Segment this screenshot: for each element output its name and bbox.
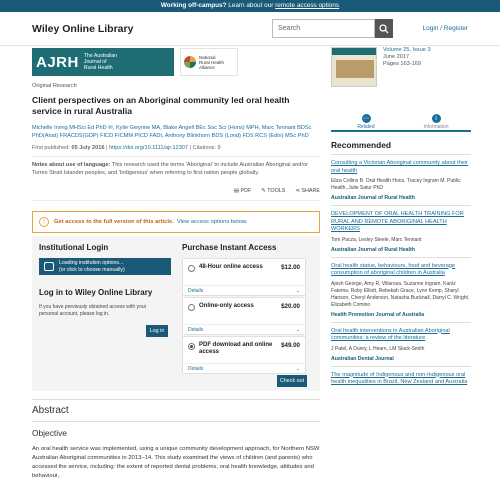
institution-loading-line2: (or click to choose manually) (59, 267, 125, 273)
notice-text: Learn about our (228, 2, 274, 9)
recommended-journal: Australian Journal of Rural Health (331, 246, 415, 253)
purchase-option-online[interactable] (182, 297, 306, 335)
option-label: PDF download and online access (199, 342, 273, 355)
issue-date: June 2017 (383, 54, 410, 60)
login-button[interactable]: Log in (146, 325, 168, 337)
radio-button-selected[interactable] (188, 343, 195, 350)
recommended-journal: Australian Journal of Rural Health (331, 195, 415, 201)
access-notice (32, 211, 320, 233)
recommended-journal: Australian Dental Journal (331, 355, 394, 362)
article-type: Original Research (32, 83, 77, 89)
share-button[interactable] (295, 188, 320, 194)
article-main (32, 47, 320, 481)
list-item (331, 206, 471, 258)
site-header (0, 12, 500, 46)
nrha-emblem-icon (184, 56, 196, 68)
nrha-line2: Rural Health (199, 59, 225, 65)
search-bar (272, 19, 393, 38)
nrha-line3: Alliance (199, 64, 215, 70)
nrha-name (199, 55, 224, 70)
wiley-login-text: If you have previously obtained access with your personal account, please log in. (39, 304, 147, 317)
recommended-title-link[interactable]: DEVELOPMENT OF ORAL HEALTH TRAINING FOR RURAL AND REMOTE ABORIGINAL HEALTH WORKERS (331, 211, 464, 232)
option-price: $12.00 (281, 264, 300, 271)
citation-count[interactable]: Citations: 9 (192, 145, 221, 151)
pdf-label: PDF (240, 188, 252, 194)
tab-related-label: Related (357, 124, 375, 130)
volume-link[interactable]: Volume 25, Issue 3 (383, 47, 431, 53)
purchase-option-pdf[interactable] (182, 336, 306, 374)
site-brand[interactable]: Wiley Online Library (32, 22, 134, 35)
purchase-heading: Purchase Instant Access (182, 243, 277, 252)
access-options-link[interactable]: View access options below. (176, 219, 248, 225)
issue-info (331, 47, 471, 87)
journal-logos (32, 47, 320, 77)
wrench-icon: ✎ (261, 188, 268, 194)
checkout-button[interactable]: Check out (277, 375, 307, 387)
access-panel (32, 236, 320, 391)
nrha-logo[interactable] (180, 48, 238, 76)
recommended-title-link[interactable]: Oral health status, behaviours, food and beverage consumption of aboriginal children in Australia (331, 262, 456, 276)
article-title: Client perspectives on an Aboriginal community led oral health service in rural Australia (32, 95, 290, 116)
access-bold: Get access to the full version of this article. (54, 219, 174, 225)
nrha-line1: National (199, 54, 216, 60)
list-item (331, 155, 471, 206)
author-list[interactable]: Michelle Irving MHSci Ed PhD ✉, Kylie Gwynne MA, Blake Angell BEc Soc Sci (Hons) MPH, Marc Tennant BDSc PhD(Anat) FRACDS(GDP) FICD FICMM PICD FADI, Anthony Blinkhorn BDS (Lond) FDS RCS (Edin) MSc PhD (32, 125, 312, 139)
recommended-title-link[interactable]: Consulting a Victorian Aboriginal community about their oral health (331, 160, 469, 174)
recommended-heading: Recommended (331, 140, 471, 155)
ajrh-line3: Rural Health (83, 65, 113, 71)
list-item (331, 258, 471, 323)
ajrh-logo[interactable] (32, 48, 174, 76)
chevron-down-icon: ⌄ (295, 288, 300, 294)
recommended-title-link[interactable]: Oral health interventions in Australian Aboriginal communities: a review of the literature (331, 327, 450, 341)
details-label: Details (188, 366, 204, 372)
article-tools (32, 188, 320, 201)
related-icon: ⋯ (363, 116, 369, 122)
abstract-text: An oral health service was implemented, using a unique community development approach, for Northern NSW Australian Aboriginal communities in 2013–14. This study examined the views of children (and parents) who accessed the service, including: the extent of reported dental problems, oral health knowledge, attitudes and behaviour, (32, 446, 320, 479)
pdf-button[interactable] (234, 188, 251, 194)
recommended-journal: Health Promotion Journal of Australia (331, 311, 425, 318)
details-label: Details (188, 327, 204, 333)
recommended-authors: Ajesh George, Amy R. Villarosa, Suzanne Ingram, Kanlz Fatema, Roby Elliott, Rebekah Grace, Lynn Kemp, Sharyl Hanson, Cheryl Anderson, Natasha Bucknall, Darryl C. Wright, Elizabeth Comino (331, 280, 470, 308)
info-icon: ! (39, 217, 49, 227)
ajrh-abbr: AJRH (36, 53, 79, 71)
tools-button[interactable] (261, 188, 285, 194)
details-label: Details (188, 288, 204, 294)
notes-label: Notes about use of language: (32, 162, 111, 168)
pdf-icon: ▤ (233, 188, 241, 194)
search-button[interactable] (375, 19, 393, 38)
search-icon (379, 24, 389, 34)
chevron-down-icon: ⌄ (295, 327, 300, 333)
institution-selector[interactable] (39, 258, 171, 275)
sidebar-tabs (331, 112, 471, 132)
abstract-heading: Abstract (32, 405, 320, 422)
wiley-login-heading: Log in to Wiley Online Library (39, 288, 153, 297)
doi-link[interactable]: https://doi.org/10.1111/ajr.12307 (109, 145, 189, 151)
language-notes (32, 161, 320, 177)
radio-button[interactable] (188, 304, 195, 311)
share-label: SHARE (301, 188, 320, 194)
objective-heading: Objective (32, 428, 67, 438)
option-label: 48-Hour online access (199, 264, 263, 270)
purchase-option-48hour[interactable] (182, 258, 306, 296)
ajrh-line2: Journal of (83, 59, 107, 65)
notes-text: This research used the terms 'Aboriginal' to include Australian Aboriginal and/or Torres Strait Islander peoples, and 'Indigenous' when referring to first nation people globally. (32, 162, 308, 176)
ajrh-name (84, 53, 117, 71)
volume-info (383, 47, 431, 87)
option-price: $20.00 (281, 303, 300, 310)
ajrh-line1: The Australian (83, 53, 118, 59)
search-input[interactable]: Search (272, 19, 375, 38)
issue-pages: Pages 163-169 (383, 61, 421, 67)
option-price: $49.00 (281, 342, 300, 349)
tab-related[interactable] (331, 112, 401, 130)
option-details-toggle[interactable] (183, 285, 305, 295)
top-notice-bar (0, 0, 500, 12)
list-item (331, 323, 471, 367)
sidebar (331, 47, 471, 391)
info-icon: i (432, 114, 441, 123)
list-item (331, 367, 471, 391)
recommended-authors: Tom Pacza, Lesley Steele, Marc Tennant (331, 236, 422, 243)
recommended-title-link[interactable]: The magnitude of Indigenous and non-Indigenous oral health inequalities in Brazil, New Zealand and Australia (331, 371, 468, 385)
institution-loading-line1: Loading institution options... (59, 260, 124, 266)
tab-information-label: Information (423, 124, 449, 130)
chevron-down-icon: ⌄ (295, 366, 300, 372)
tab-information[interactable] (401, 112, 471, 130)
institution-icon (44, 262, 54, 271)
option-details-toggle[interactable] (183, 363, 305, 373)
pub-label: First published: (32, 145, 70, 151)
radio-button[interactable] (188, 265, 195, 272)
notice-bold: Working off-campus? (160, 2, 227, 9)
option-label: Online-only access (199, 303, 254, 309)
abstract-section (32, 399, 320, 481)
remote-access-link[interactable]: remote access options (275, 2, 340, 9)
tools-label: TOOLS (267, 188, 286, 194)
option-details-toggle[interactable] (183, 324, 305, 334)
recommended-authors: J Patel, A Durey, L Hearn, LM Slack-Smith (331, 345, 425, 352)
login-register-link[interactable]: Login / Register (422, 25, 468, 32)
pub-date: 05 July 2016 (71, 145, 105, 151)
recommended-authors: Eliza Collins B. Oral Health Hons, Tracey Ingram M. Public Health, Julie Satur PhD (331, 178, 461, 191)
share-icon: ⋖ (295, 188, 302, 194)
journal-cover-image[interactable] (331, 47, 377, 87)
institutional-login-heading: Institutional Login (39, 243, 109, 252)
publication-info: First published: 05 July 2016 | https://doi.org/10.1111/ajr.12307 | Citations: 9 (32, 145, 320, 157)
